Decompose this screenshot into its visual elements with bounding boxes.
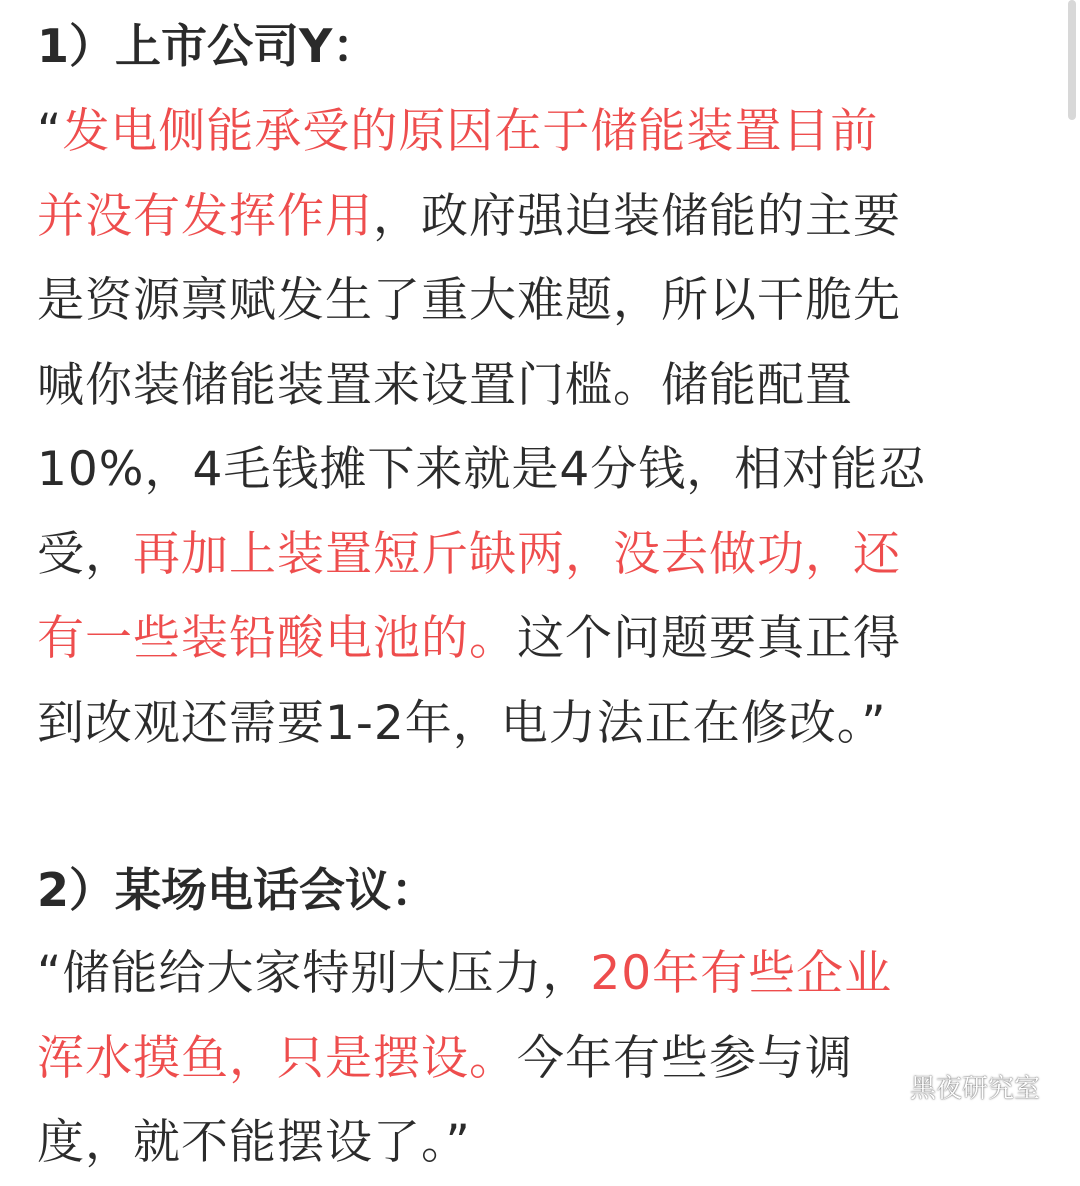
text-line — [37, 428, 1037, 513]
body-text: 今年有些参与调 — [517, 1030, 853, 1086]
text-line — [37, 513, 1037, 598]
section1-quote — [37, 90, 1037, 766]
body-text: “ — [37, 104, 63, 159]
highlighted-text: 并没有发挥作用 — [37, 188, 373, 244]
wechat-icon — [868, 1072, 904, 1102]
body-text: 是资源禀赋发生了重大难题，所以干脆先 — [37, 273, 901, 328]
body-text: 这个问题要真正得 — [517, 611, 901, 666]
highlighted-text: 有一些装铅酸电池的。 — [37, 611, 517, 666]
highlighted-text: 发电侧能承受的原因在于储能装置目前 — [62, 104, 879, 159]
text-line — [37, 175, 1037, 260]
body-text: 受， — [37, 526, 133, 582]
body-text: 度，就不能摆设了。” — [37, 1115, 471, 1170]
text-line — [37, 259, 1037, 344]
body-text: 喊你装储能装置来设置门槛。储能配置 — [37, 357, 853, 413]
highlighted-text: 浑水摸鱼，只是摆设。 — [37, 1030, 517, 1086]
scrollbar[interactable] — [1068, 0, 1076, 120]
highlighted-text: 再加上装置短斤缺两，没去做功，还 — [133, 526, 901, 582]
watermark — [868, 1068, 1040, 1105]
text-line — [37, 90, 1037, 175]
section2-heading: 2）某场电话会议： — [37, 863, 438, 917]
section2-quote — [37, 932, 1037, 1186]
text-line — [37, 597, 1037, 682]
watermark-text: 黑夜研究室 — [910, 1074, 1041, 1104]
text-line — [37, 682, 1037, 767]
section1-heading: 1）上市公司Y： — [37, 19, 379, 73]
text-line — [37, 1101, 1037, 1186]
body-text: ，政府强迫装储能的主要 — [373, 188, 901, 244]
body-text: “储能给大家特别大压力， — [37, 946, 591, 1001]
text-line — [37, 932, 1037, 1017]
text-line — [37, 344, 1037, 429]
highlighted-text: 20年有些企业 — [590, 946, 893, 1001]
body-text: 到改观还需要1-2年，电力法正在修改。” — [37, 695, 887, 751]
body-text: 10%，4毛钱摊下来就是4分钱，相对能忍 — [37, 442, 927, 497]
